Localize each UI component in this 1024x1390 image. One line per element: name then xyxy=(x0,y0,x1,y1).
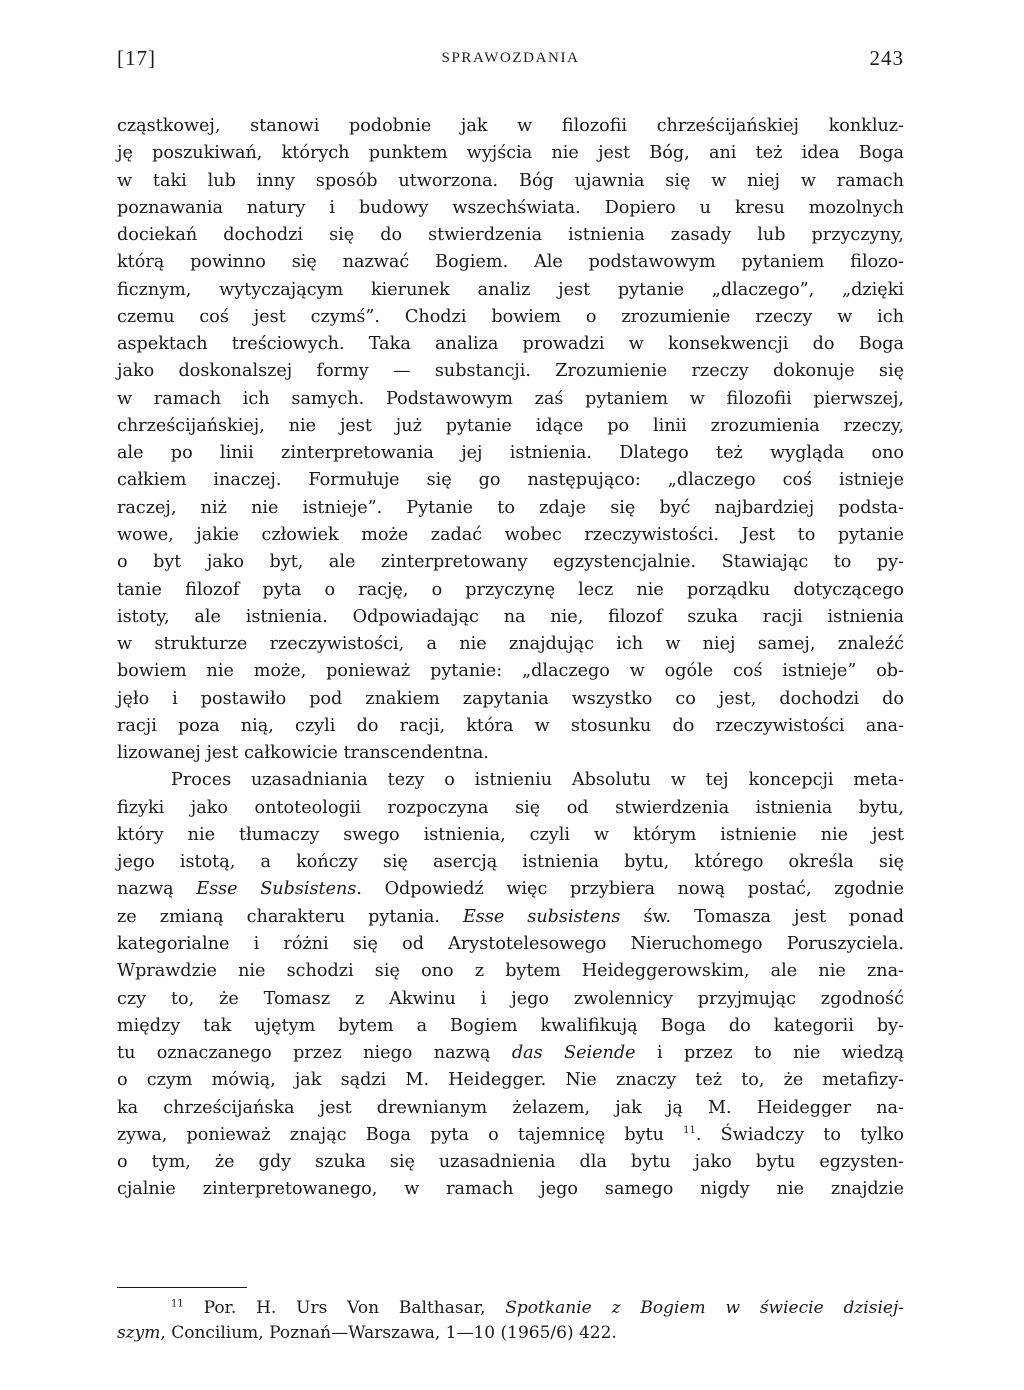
text-line: tanie filozof pyta o rację, o przyczynę lecz nie porządku dotyczącego xyxy=(117,579,904,600)
text-line: lizowanej jest całkowicie transcendentna. xyxy=(117,743,489,764)
text-line: cjalnie zinterpretowanego, w ramach jego samego nigdy nie znajdzie xyxy=(117,1179,904,1200)
text-line: o byt jako byt, ale zinterpretowany egzystencjalnie. Stawiając to py- xyxy=(117,552,904,573)
text-run: zywa, ponieważ znając Boga pyta o tajemnicę bytu xyxy=(117,1124,684,1145)
text-line: między tak ujętym bytem a Bogiem kwalifikują Boga do kategorii by- xyxy=(117,1015,904,1036)
footnotes xyxy=(117,1296,904,1346)
text-line: ję poszukiwań, których punktem wyjścia nie jest Bóg, ani też idea Boga xyxy=(117,143,904,164)
section-number: [17] xyxy=(117,46,156,70)
footnote-line xyxy=(117,1321,904,1346)
text-line: aspektach treściowych. Taka analiza prowadzi w konsekwencji do Boga xyxy=(117,334,904,355)
text-line: w ramach ich samych. Podstawowym zaś pytaniem w filozofii pierwszej, xyxy=(117,388,904,409)
text-line xyxy=(117,1040,904,1067)
text-line xyxy=(117,1122,904,1149)
text-line: o czym mówią, jak sądzi M. Heidegger. Nie znaczy też to, że metafizy- xyxy=(117,1070,904,1091)
text-run: . Odpowiedź więc przybiera nową postać, zgodnie xyxy=(356,879,904,900)
text-run: tu oznaczanego przez niego nazwą xyxy=(117,1043,512,1064)
text-line: o tym, że gdy szuka się uzasadnienia dla bytu jako bytu egzysten- xyxy=(117,1152,904,1173)
italic-title: szym xyxy=(117,1323,161,1343)
text-line: ficznym, wytyczającym kierunek analiz jest pytanie „dlaczego”, „dzięki xyxy=(117,279,904,300)
text-line: którą powinno się nazwać Bogiem. Ale podstawowym pytaniem filozo- xyxy=(117,252,904,273)
text-line: racji poza nią, czyli do racji, która w stosunku do rzeczywistości ana- xyxy=(117,715,904,736)
text-line: kategorialne i różni się od Arystotelesowego Nieruchomego Poruszyciela. xyxy=(117,933,904,954)
text-line: Wprawdzie nie schodzi się ono z bytem Heideggerowskim, ale nie zna- xyxy=(117,961,904,982)
paragraph-2 xyxy=(117,767,904,1203)
text-line: dociekań dochodzi się do stwierdzenia istnienia zasady lub przyczyny, xyxy=(117,225,904,246)
text-run: , Concilium, Poznań—Warszawa, 1—10 (1965/6) 422. xyxy=(160,1323,617,1343)
text-line: raczej, niż nie istnieje”. Pytanie to zdaje się być najbardziej podsta- xyxy=(117,497,904,518)
text-line: który nie tłumaczy swego istnienia, czyli w którym istnienie nie jest xyxy=(117,824,904,845)
text-line xyxy=(117,904,904,931)
italic-term: Esse Subsistens xyxy=(196,879,357,900)
text-run: i przez to nie wiedzą xyxy=(635,1043,904,1064)
text-line: całkiem inaczej. Formułuje się go następująco: „dlaczego coś istnieje xyxy=(117,470,904,491)
footnote-divider xyxy=(117,1287,247,1288)
text-line: jako doskonalszej formy — substancji. Zrozumienie rzeczy dokonuje się xyxy=(117,361,904,382)
italic-term: das Seiende xyxy=(511,1043,636,1064)
text-run: nazwą xyxy=(117,879,197,900)
text-line: w taki lub inny sposób utworzona. Bóg ujawnia się w niej w ramach xyxy=(117,170,904,191)
text-line: czemu coś jest czymś”. Chodzi bowiem o zrozumienie rzeczy w ich xyxy=(117,306,904,327)
text-line: istoty, ale istnienia. Odpowiadając na nie, filozof szuka racji istnienia xyxy=(117,606,904,627)
text-line: ale po linii zinterpretowania jej istnienia. Dlatego też wygląda ono xyxy=(117,443,904,464)
page-number: 243 xyxy=(869,46,904,70)
footnote-marker: 11 xyxy=(171,1298,184,1310)
text-run: św. Tomasza jest ponad xyxy=(620,906,904,927)
text-line: jego istotą, a kończy się asercją istnienia bytu, którego określa się xyxy=(117,852,904,873)
text-line: jęło i postawiło pod znakiem zapytania wszystko co jest, dochodzi do xyxy=(117,688,904,709)
text-run: . Świadczy to tylko xyxy=(695,1124,904,1145)
text-line: fizyki jako ontoteologii rozpoczyna się od stwierdzenia istnienia bytu, xyxy=(117,797,904,818)
text-line: czy to, że Tomasz z Akwinu i jego zwolennicy przyjmując zgodność xyxy=(117,988,904,1009)
text-line xyxy=(117,876,904,903)
running-title: SPRAWOZDANIA xyxy=(441,50,580,66)
footnote-line xyxy=(117,1296,904,1321)
italic-term: Esse subsistens xyxy=(462,906,621,927)
text-line: bowiem nie może, ponieważ pytanie: „dlaczego w ogóle coś istnieje” ob- xyxy=(117,661,904,682)
text-line: Proces uzasadniania tezy o istnieniu Absolutu w tej koncepcji meta- xyxy=(171,770,904,791)
text-line: w strukturze rzeczywistości, a nie znajdując ich w niej samej, znaleźć xyxy=(117,634,904,655)
text-run: ze zmianą charakteru pytania. xyxy=(117,906,463,927)
footnote-ref[interactable]: 11 xyxy=(683,1124,696,1136)
page xyxy=(117,40,904,1343)
text-line: cząstkowej, stanowi podobnie jak w filozofii chrześcijańskiej konkluz- xyxy=(117,116,904,136)
text-line: ka chrześcijańska jest drewnianym żelazem, jak ją M. Heidegger na- xyxy=(117,1097,904,1118)
text-run: Por. H. Urs Von Balthasar, xyxy=(183,1298,506,1318)
running-header xyxy=(117,40,904,84)
italic-title: Spotkanie z Bogiem w świecie dzisiej- xyxy=(505,1298,904,1318)
text-line: wowe, jakie człowiek może zadać wobec rzeczywistości. Jest to pytanie xyxy=(117,524,904,545)
text-line: chrześcijańskiej, nie jest już pytanie idące po linii zrozumienia rzeczy, xyxy=(117,415,904,436)
main-text xyxy=(117,113,904,1204)
text-line: poznawania natury i budowy wszechświata. Dopiero u kresu mozolnych xyxy=(117,197,904,218)
paragraph-1 xyxy=(117,113,904,767)
